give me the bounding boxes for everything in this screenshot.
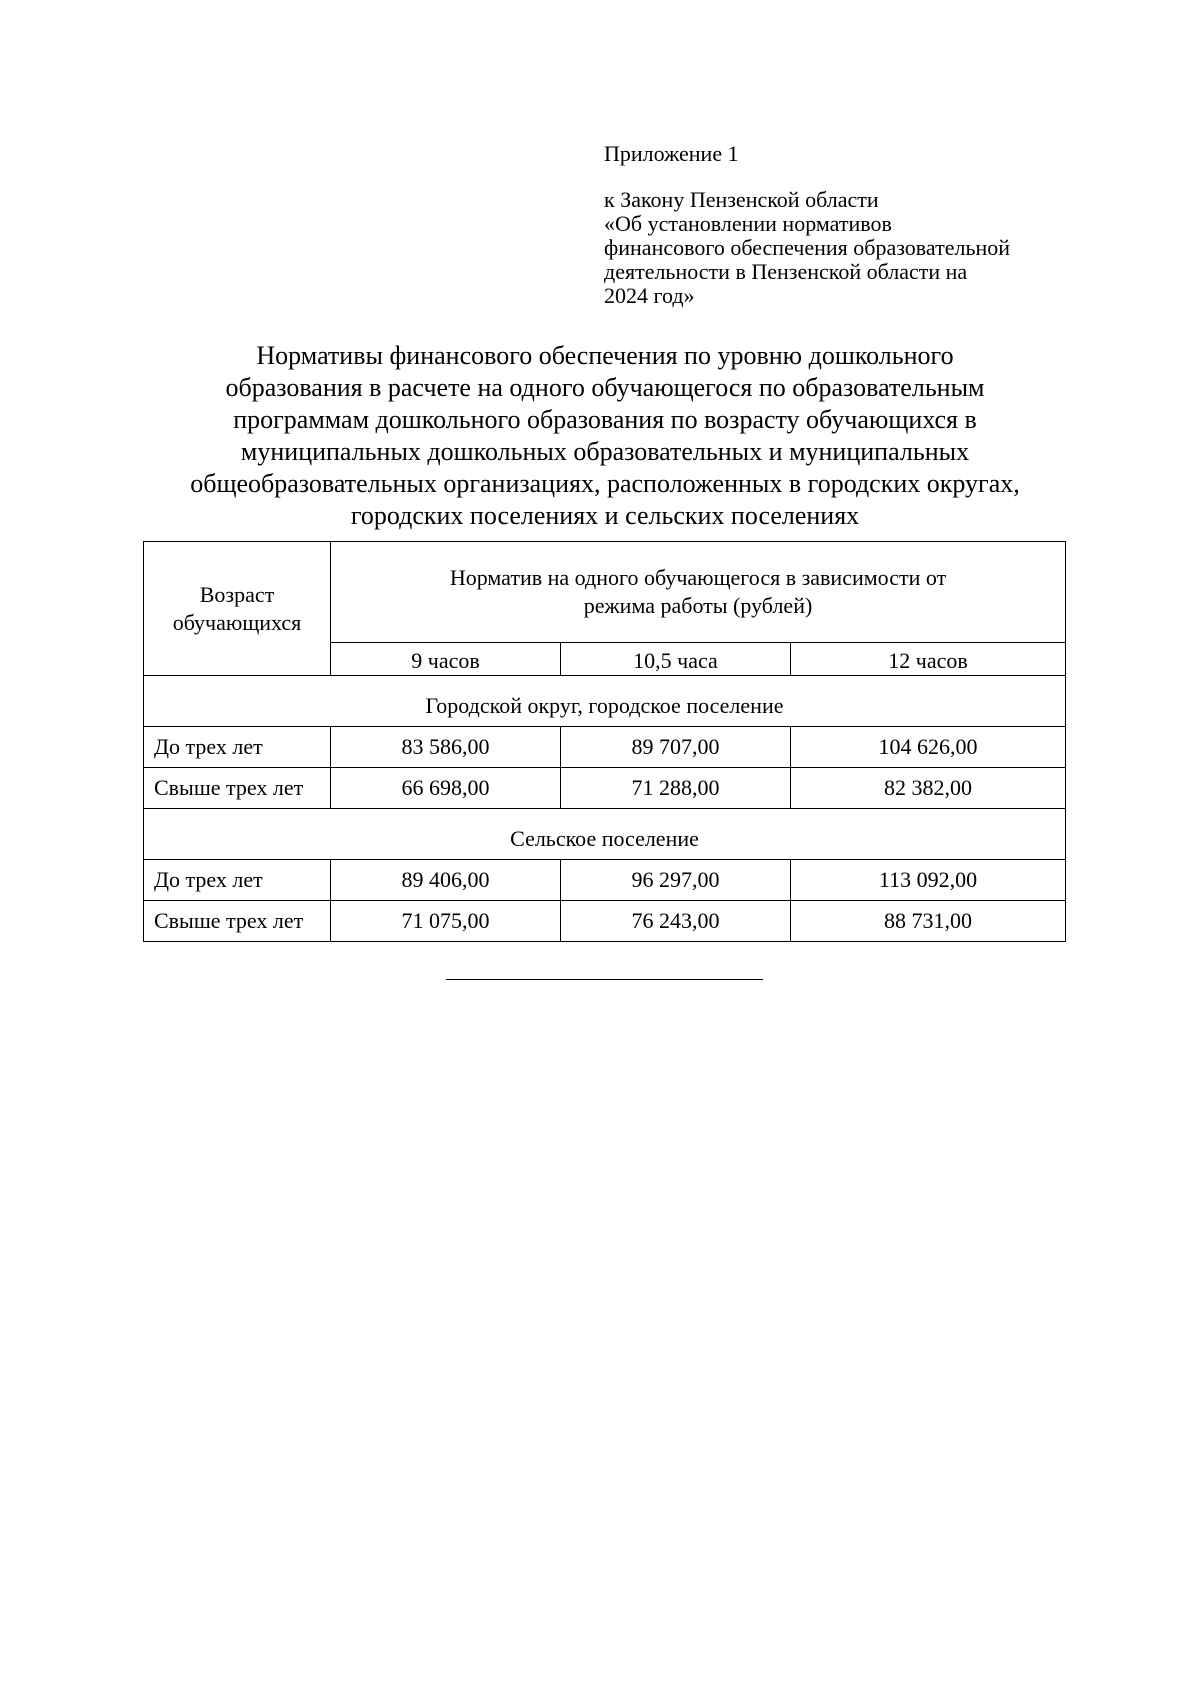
age-header-line: Возраст	[199, 581, 275, 607]
value-cell: 89 707,00	[561, 727, 791, 768]
norm-header-cell	[331, 542, 1066, 643]
appendix-line: 2024 год»	[604, 283, 695, 308]
table-row	[144, 768, 1066, 809]
norm-header-line: режима работы (рублей)	[583, 593, 813, 618]
norm-header-line: Норматив на одного обучающегося в зависимости от	[449, 565, 947, 590]
value-cell: 71 288,00	[561, 768, 791, 809]
title-line: муниципальных дошкольных образовательных и муниципальных	[240, 437, 970, 466]
section-row	[144, 809, 1066, 860]
age-header-cell	[144, 542, 331, 676]
appendix-number: Приложение 1	[604, 141, 739, 166]
title-line: образования в расчете на одного обучающегося по образовательным	[225, 373, 985, 402]
appendix-line: деятельности в Пензенской области на	[604, 259, 968, 284]
column-header: 12 часов	[791, 643, 1066, 676]
document-title	[140, 340, 1070, 532]
age-header-line: обучающихся	[172, 609, 302, 635]
value-cell: 83 586,00	[331, 727, 561, 768]
title-line: общеобразовательных организациях, расположенных в городских округах,	[190, 469, 1020, 498]
section-title: Сельское поселение	[144, 809, 1066, 860]
appendix-block	[604, 142, 1084, 308]
norms-table	[143, 541, 1066, 942]
title-line: городских поселениях и сельских поселениях	[350, 501, 860, 530]
table-row	[144, 727, 1066, 768]
appendix-line: к Закону Пензенской области	[604, 187, 879, 212]
value-cell: 71 075,00	[331, 901, 561, 942]
value-cell: 113 092,00	[791, 860, 1066, 901]
value-cell: 104 626,00	[791, 727, 1066, 768]
section-title: Городской округ, городское поселение	[144, 676, 1066, 727]
appendix-line: финансового обеспечения образовательной	[604, 235, 1011, 260]
column-header: 10,5 часа	[561, 643, 791, 676]
table-row	[144, 901, 1066, 942]
footer-divider	[446, 979, 763, 980]
value-cell: 96 297,00	[561, 860, 791, 901]
value-cell: 66 698,00	[331, 768, 561, 809]
value-cell: 88 731,00	[791, 901, 1066, 942]
table-row	[144, 860, 1066, 901]
appendix-line: «Об установлении нормативов	[604, 211, 892, 236]
column-header: 9 часов	[331, 643, 561, 676]
age-cell: До трех лет	[144, 727, 331, 768]
age-cell: Свыше трех лет	[144, 901, 331, 942]
title-line: программам дошкольного образования по возрасту обучающихся в	[233, 405, 977, 434]
age-cell: До трех лет	[144, 860, 331, 901]
value-cell: 89 406,00	[331, 860, 561, 901]
header-row	[144, 542, 1066, 643]
value-cell: 76 243,00	[561, 901, 791, 942]
title-line: Нормативы финансового обеспечения по уровню дошкольного	[256, 341, 954, 370]
age-cell: Свыше трех лет	[144, 768, 331, 809]
value-cell: 82 382,00	[791, 768, 1066, 809]
section-row	[144, 676, 1066, 727]
